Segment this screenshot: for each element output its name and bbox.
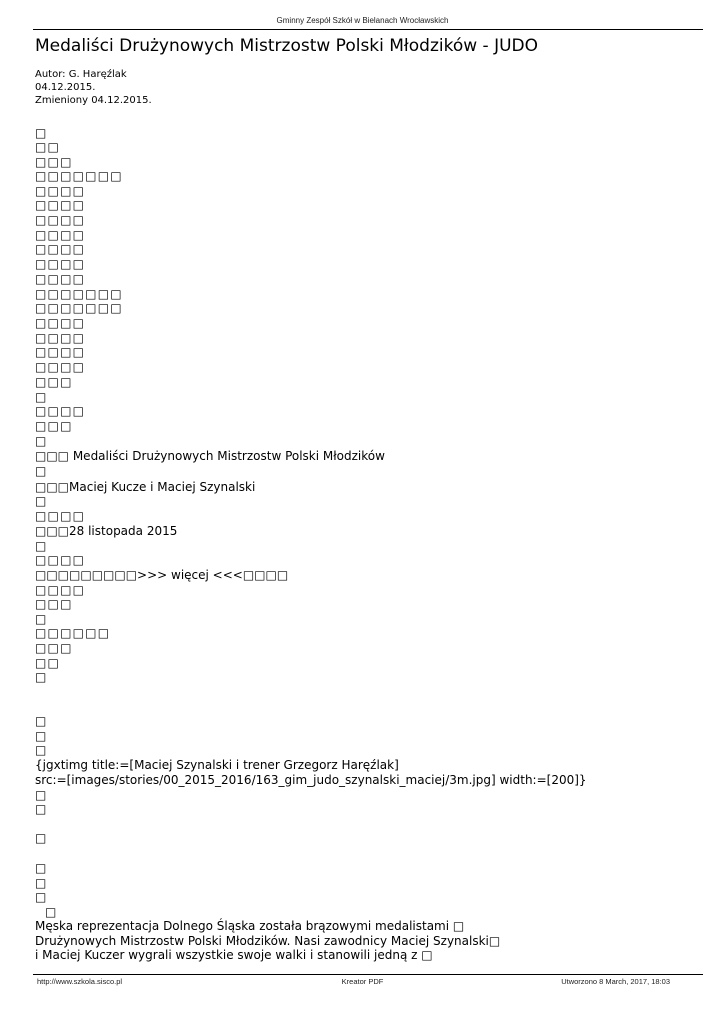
body-line: □	[35, 670, 48, 684]
body-line: □□□□	[35, 242, 86, 256]
body-line: □	[35, 714, 48, 728]
body-line: □□□□	[35, 404, 86, 418]
body-line: □□□□	[35, 213, 86, 227]
body-line: □□□□	[35, 360, 86, 374]
paragraph-line: Drużynowych Mistrzostw Polski Młodzików. Nasi zawodnicy Maciej Szynalski□	[35, 934, 501, 948]
body-line: □□	[35, 140, 61, 154]
body-line: □□□□□□□	[35, 169, 123, 183]
body-line: □□□□	[35, 272, 86, 286]
body-line: □□□28 listopada 2015	[35, 524, 178, 538]
modified-date: Zmieniony 04.12.2015.	[35, 95, 152, 106]
article-meta	[35, 68, 152, 107]
body-line: □□□	[35, 641, 73, 655]
body-line: □□□□	[35, 228, 86, 242]
image-tag-line: src:=[images/stories/00_2015_2016/163_gim_judo_szynalski_maciej/3m.jpg] width:=[200]}	[35, 773, 587, 787]
body-line: □□□□□□	[35, 626, 111, 640]
body-line: □	[35, 126, 48, 140]
body-line: □	[35, 612, 48, 626]
body-line: □□□□	[35, 198, 86, 212]
body-line: □	[35, 434, 48, 448]
body-line: □□□□	[35, 184, 86, 198]
paragraph-line: Męska reprezentacja Dolnego Śląska została brązowymi medalistami □	[35, 919, 465, 933]
footer-rule	[33, 974, 703, 975]
body-line: □□□□	[35, 345, 86, 359]
body-line: □□□□	[35, 583, 86, 597]
body-line: □□	[35, 656, 61, 670]
footer-url: http://www.szkola.sisco.pl	[37, 977, 123, 986]
body-line: □	[35, 802, 48, 816]
body-line: □	[35, 788, 48, 802]
publish-date: 04.12.2015.	[35, 82, 96, 93]
body-line: □	[35, 861, 48, 875]
body-line: □	[35, 729, 48, 743]
body-line: □	[35, 464, 48, 478]
body-line: □□□□	[35, 331, 86, 345]
body-line: □	[35, 876, 48, 890]
body-line: □□□□□□□	[35, 301, 123, 315]
author: Autor: G. Haręźlak	[35, 69, 127, 80]
paragraph-line: i Maciej Kuczer wygrali wszystkie swoje walki i stanowili jedną z □	[35, 948, 433, 962]
body-line: □□□□	[35, 509, 86, 523]
body-line: □□□	[35, 375, 73, 389]
body-line: □□□□	[35, 257, 86, 271]
body-line: □	[35, 539, 48, 553]
body-line: □	[35, 390, 48, 404]
body-line: □□□□□□□	[35, 287, 123, 301]
body-line: □	[35, 831, 48, 845]
body-line: □	[35, 890, 48, 904]
body-line: □	[35, 905, 58, 919]
body-line: □□□ Medaliści Drużynowych Mistrzostw Polski Młodzików	[35, 449, 385, 463]
body-line: □	[35, 743, 48, 757]
image-tag-line: {jgxtimg title:=[Maciej Szynalski i trener Grzegorz Haręźlak]	[35, 758, 399, 772]
body-line: □□□□	[35, 316, 86, 330]
body-line: □□□	[35, 155, 73, 169]
page-header: Gminny Zespół Szkół w Bielanach Wrocławskich	[276, 16, 449, 25]
footer-creator: Kreator PDF	[341, 977, 384, 986]
body-line: □□□	[35, 419, 73, 433]
more-link-line: □□□□□□□□□>>> więcej <<<□□□□	[35, 568, 289, 582]
header-rule	[33, 29, 703, 30]
body-line: □□□	[35, 597, 73, 611]
body-line: □	[35, 494, 48, 508]
page-title: Medaliści Drużynowych Mistrzostw Polski Młodzików - JUDO	[35, 36, 539, 56]
footer-created: Utworzono 8 March, 2017, 18:03	[561, 977, 670, 986]
body-line: □□□Maciej Kucze i Maciej Szynalski	[35, 480, 256, 494]
body-line: □□□□	[35, 553, 86, 567]
